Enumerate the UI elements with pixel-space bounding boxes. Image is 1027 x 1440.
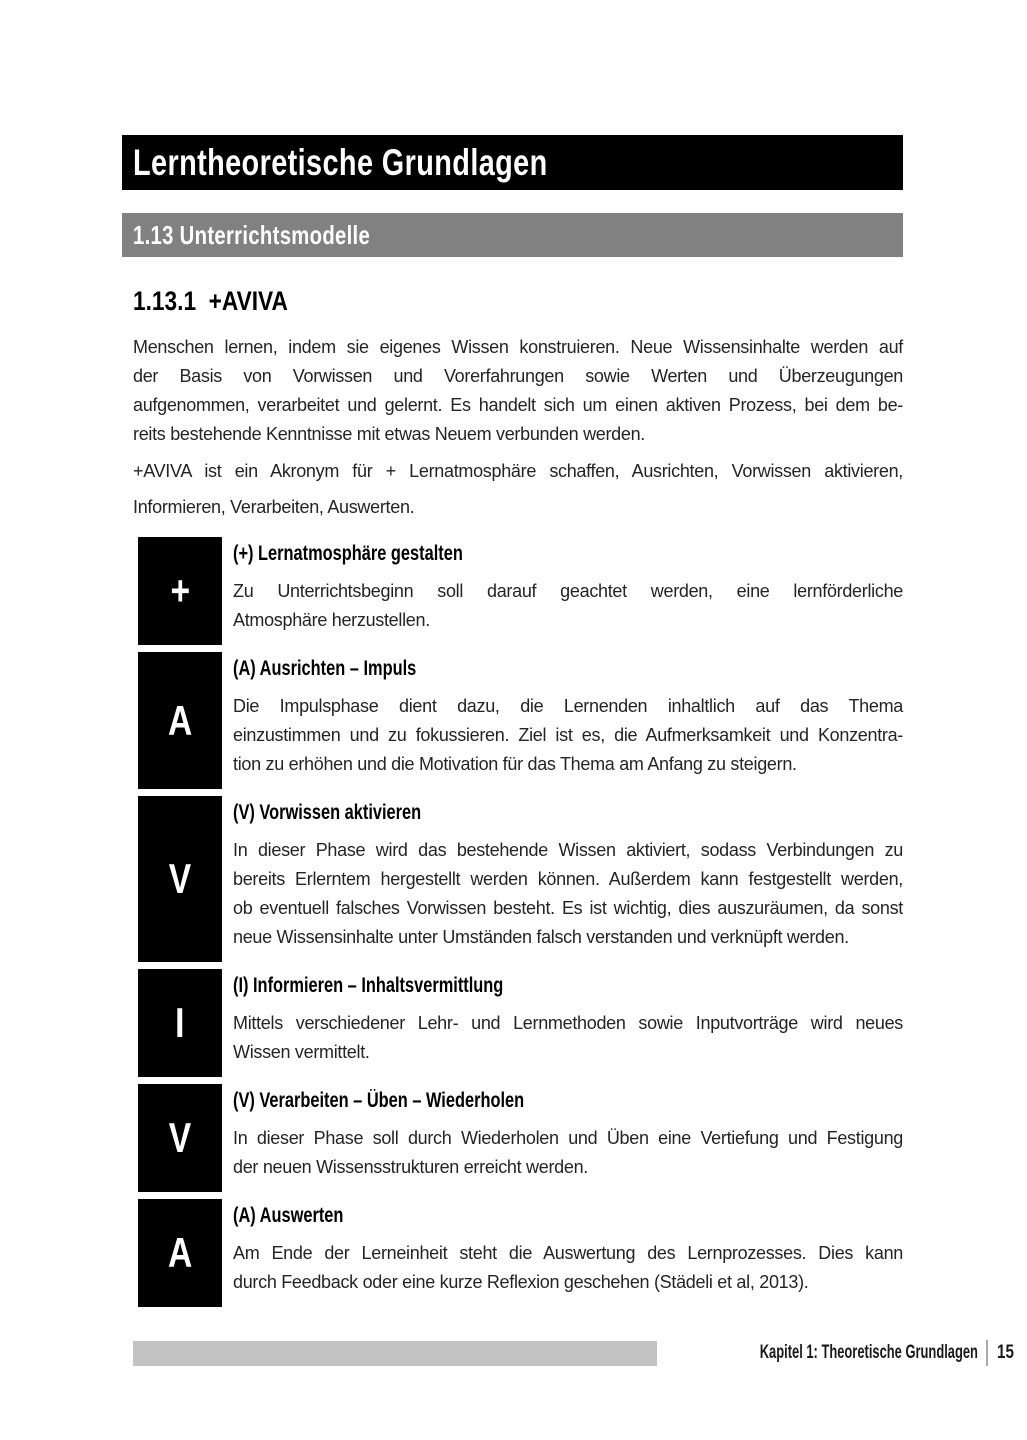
text-line: ob eventuell falsches Vorwissen besteht. Es ist wichtig, dies auszuräumen, da sonst — [233, 898, 903, 918]
intro-paragraph-2 — [133, 453, 903, 525]
aviva-block-ausrichten — [122, 652, 903, 789]
block-heading-text: (A) Ausrichten – Impuls — [233, 657, 417, 680]
text-line: neue Wissensinhalte unter Umständen falsch verstanden und verknüpft werden. — [233, 927, 849, 947]
block-heading — [233, 655, 903, 684]
text-line: In dieser Phase wird das bestehende Wissen aktiviert, sodass Verbindungen zu — [233, 840, 903, 860]
block-text — [233, 1009, 903, 1067]
block-body — [233, 537, 903, 645]
block-heading-text: (I) Informieren – Inhaltsvermittlung — [233, 974, 504, 997]
block-heading-text: (V) Vorwissen aktivieren — [233, 801, 422, 824]
aviva-blocks — [122, 537, 903, 1307]
aviva-block-plus — [122, 537, 903, 645]
chapter-title-bar — [122, 135, 903, 190]
letter-tile — [138, 1084, 222, 1192]
letter-tile — [138, 969, 222, 1077]
text-line: Zu Unterrichtsbeginn soll darauf geachtet werden, eine lernförderliche — [233, 581, 903, 601]
block-heading — [233, 1202, 903, 1231]
page-number: 15 — [996, 1342, 1014, 1363]
chapter-title: Lerntheoretische Grundlagen — [133, 141, 548, 183]
aviva-block-vorwissen — [122, 796, 903, 962]
block-body — [233, 1084, 903, 1192]
text-line: reits bestehende Kenntnisse mit etwas Neuem verbunden werden. — [133, 424, 646, 444]
page-content — [122, 0, 903, 1314]
text-line: durch Feedback oder eine kurze Reflexion geschehen (Städeli et al, 2013). — [233, 1272, 809, 1292]
block-heading-text: (+) Lernatmosphäre gestalten — [233, 542, 463, 565]
letter-tile-glyph: + — [170, 567, 190, 614]
letter-tile-glyph: V — [168, 1114, 192, 1161]
aviva-block-auswerten — [122, 1199, 903, 1307]
footer-right-group — [657, 1340, 1018, 1366]
letter-tile-glyph: A — [167, 696, 193, 744]
text-line: aufgenommen, verarbeitet und gelernt. Es handelt sich um einen aktiven Prozess, bei dem be- — [133, 395, 903, 415]
text-line: einzustimmen und zu fokussieren. Ziel ist es, die Aufmerksamkeit und Konzentra- — [233, 725, 903, 745]
footer-divider — [986, 1340, 988, 1366]
footer-chapter-label: Kapitel 1: Theoretische Grundlagen — [759, 1342, 978, 1363]
block-body — [233, 969, 903, 1077]
text-line: Informieren, Verarbeiten, Auswerten. — [133, 497, 415, 517]
text-line: Menschen lernen, indem sie eigenes Wissen konstruieren. Neue Wissensinhalte werden auf — [133, 337, 903, 357]
text-line: bereits Erlerntem hergestellt werden können. Außerdem kann festgestellt werden, — [233, 869, 903, 889]
text-line: Die Impulsphase dient dazu, die Lernenden inhaltlich auf das Thema — [233, 696, 903, 716]
letter-tile-glyph: V — [168, 855, 192, 902]
aviva-block-informieren — [122, 969, 903, 1077]
subsection-heading — [133, 288, 903, 319]
letter-tile-glyph: I — [175, 999, 185, 1046]
block-text — [233, 692, 903, 779]
block-text — [233, 1124, 903, 1182]
block-heading — [233, 799, 903, 828]
section-heading: 1.13 Unterrichtsmodelle — [133, 219, 371, 250]
footer-decoration-bar — [133, 1341, 657, 1366]
letter-tile — [138, 1199, 222, 1307]
block-heading-text: (V) Verarbeiten – Üben – Wiederholen — [233, 1089, 525, 1112]
block-heading-text: (A) Auswerten — [233, 1204, 344, 1227]
text-line: In dieser Phase soll durch Wiederholen und Üben eine Vertiefung und Festigung — [233, 1128, 903, 1148]
block-text — [233, 1239, 903, 1297]
text-line: der neuen Wissensstrukturen erreicht werden. — [233, 1157, 588, 1177]
letter-tile — [138, 796, 222, 962]
text-line: Mittels verschiedener Lehr- und Lernmethoden sowie Inputvorträge wird neues — [233, 1013, 903, 1033]
block-body — [233, 1199, 903, 1307]
block-text — [233, 836, 903, 952]
text-line: tion zu erhöhen und die Motivation für das Thema am Anfang zu steigern. — [233, 754, 797, 774]
text-line: Wissen vermittelt. — [233, 1042, 370, 1062]
intro-paragraph-1 — [133, 333, 903, 449]
aviva-block-verarbeiten — [122, 1084, 903, 1192]
letter-tile — [138, 537, 222, 645]
section-heading-bar — [122, 213, 903, 257]
block-body — [233, 796, 903, 962]
block-heading — [233, 972, 903, 1001]
letter-tile — [138, 652, 222, 789]
page-footer — [133, 1338, 1014, 1368]
text-line: der Basis von Vorwissen und Vorerfahrungen sowie Werten und Überzeugungen — [133, 366, 903, 386]
block-body — [233, 652, 903, 789]
block-heading — [233, 540, 903, 569]
text-line: Atmosphäre herzustellen. — [233, 610, 430, 630]
letter-tile-glyph: A — [167, 1229, 193, 1276]
text-line: +AVIVA ist ein Akronym für + Lernatmosphäre schaffen, Ausrichten, Vorwissen aktivieren, — [133, 461, 903, 481]
text-line: Am Ende der Lerneinheit steht die Auswertung des Lernprozesses. Dies kann — [233, 1243, 903, 1263]
subsection-heading-text: 1.13.1 +AVIVA — [133, 286, 288, 316]
block-text — [233, 577, 903, 635]
block-heading — [233, 1087, 903, 1116]
